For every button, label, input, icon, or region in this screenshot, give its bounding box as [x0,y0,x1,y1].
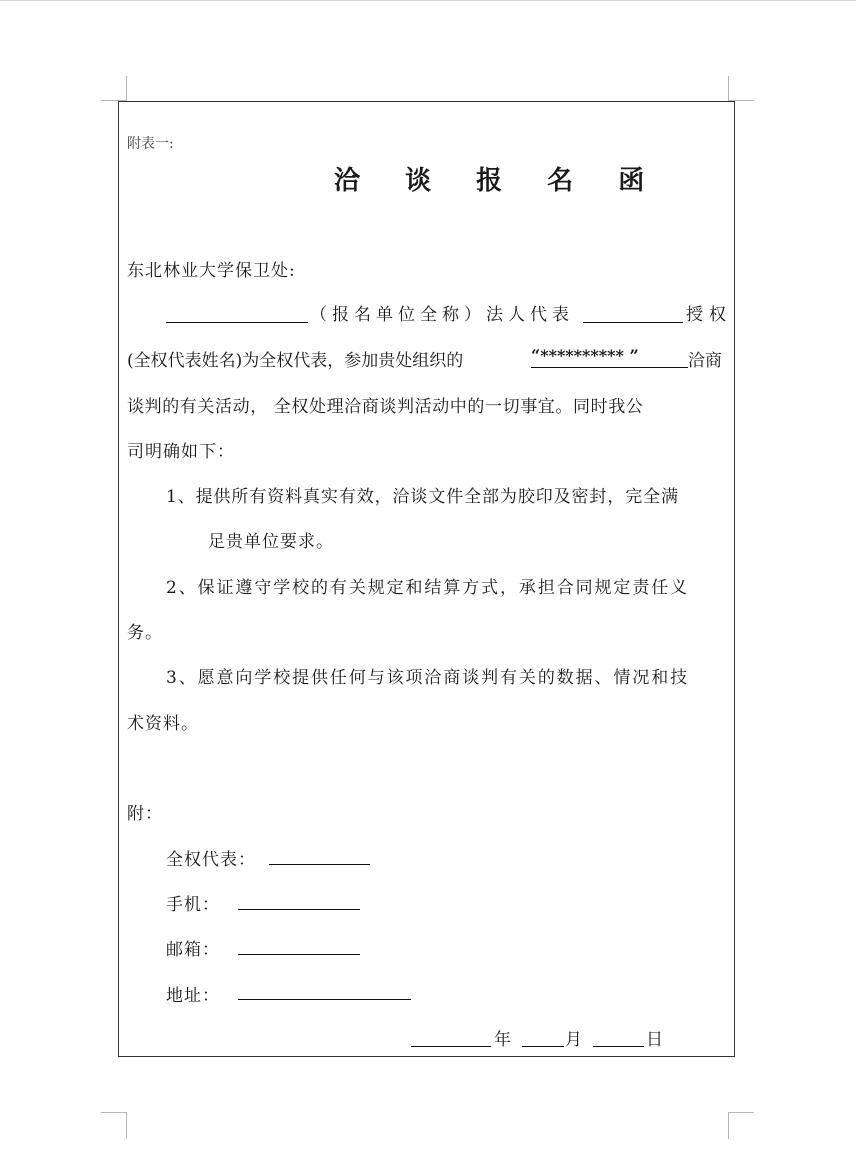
crop-mark-bottom-left-v [126,1112,127,1139]
year-field[interactable] [411,1046,491,1047]
list-item-2: 2、保证遵守学校的有关规定和结算方式，承担合同规定责任义 [166,578,690,598]
project-name: “********** ” [531,346,639,365]
list-item-3: 3、愿意向学校提供任何与该项洽商谈判有关的数据、情况和技 [166,668,690,688]
year-label: 年 [494,1030,512,1050]
attachment-label: 附表一: [127,136,174,152]
representative-label: 全权代表： [166,850,256,870]
intro-line-4: 司明确如下： [127,442,235,462]
crop-mark-bottom-right-v [728,1112,729,1139]
email-label: 邮箱： [166,940,220,960]
addressee: 东北林业大学保卫处: [127,261,296,281]
intro-representative: (全权代表姓名)为全权代表，参加贵处组织的 [127,351,464,371]
mobile-field[interactable] [238,909,360,910]
month-field[interactable] [522,1046,564,1047]
representative-field[interactable] [269,864,370,865]
month-label: 月 [565,1030,583,1050]
intro-company-label: （报名单位全称）法人代表 [310,305,574,325]
crop-mark-top-right-v [728,76,729,101]
list-item-1: 1、提供所有资料真实有效，洽谈文件全部为胶印及密封，完全满 [166,487,679,507]
email-field[interactable] [238,954,360,955]
page-top-border [0,0,856,1]
company-name-blank[interactable] [166,322,308,323]
project-name-underline [531,367,688,368]
intro-authorize: 授权 [686,305,732,325]
day-field[interactable] [593,1046,644,1047]
day-label: 日 [646,1030,664,1050]
attach-heading: 附： [127,804,163,824]
intro-line-3: 谈判的有关活动， 全权处理洽商谈判活动中的一切事宜。同时我公 [127,397,644,417]
crop-mark-bottom-left-h [101,1112,126,1113]
mobile-label: 手机： [166,895,220,915]
crop-mark-bottom-right-h [729,1112,754,1113]
crop-mark-top-left-v [126,76,127,101]
list-item-3-cont: 术资料。 [127,714,199,734]
address-label: 地址： [166,986,220,1006]
list-item-1-cont: 足贵单位要求。 [208,532,334,552]
address-field[interactable] [238,999,411,1000]
legal-rep-blank[interactable] [583,322,683,323]
list-item-2-cont: 务。 [127,623,163,643]
intro-negotiation: 洽商 [688,351,722,371]
page-title: 洽 谈 报 名 函 [334,166,663,196]
